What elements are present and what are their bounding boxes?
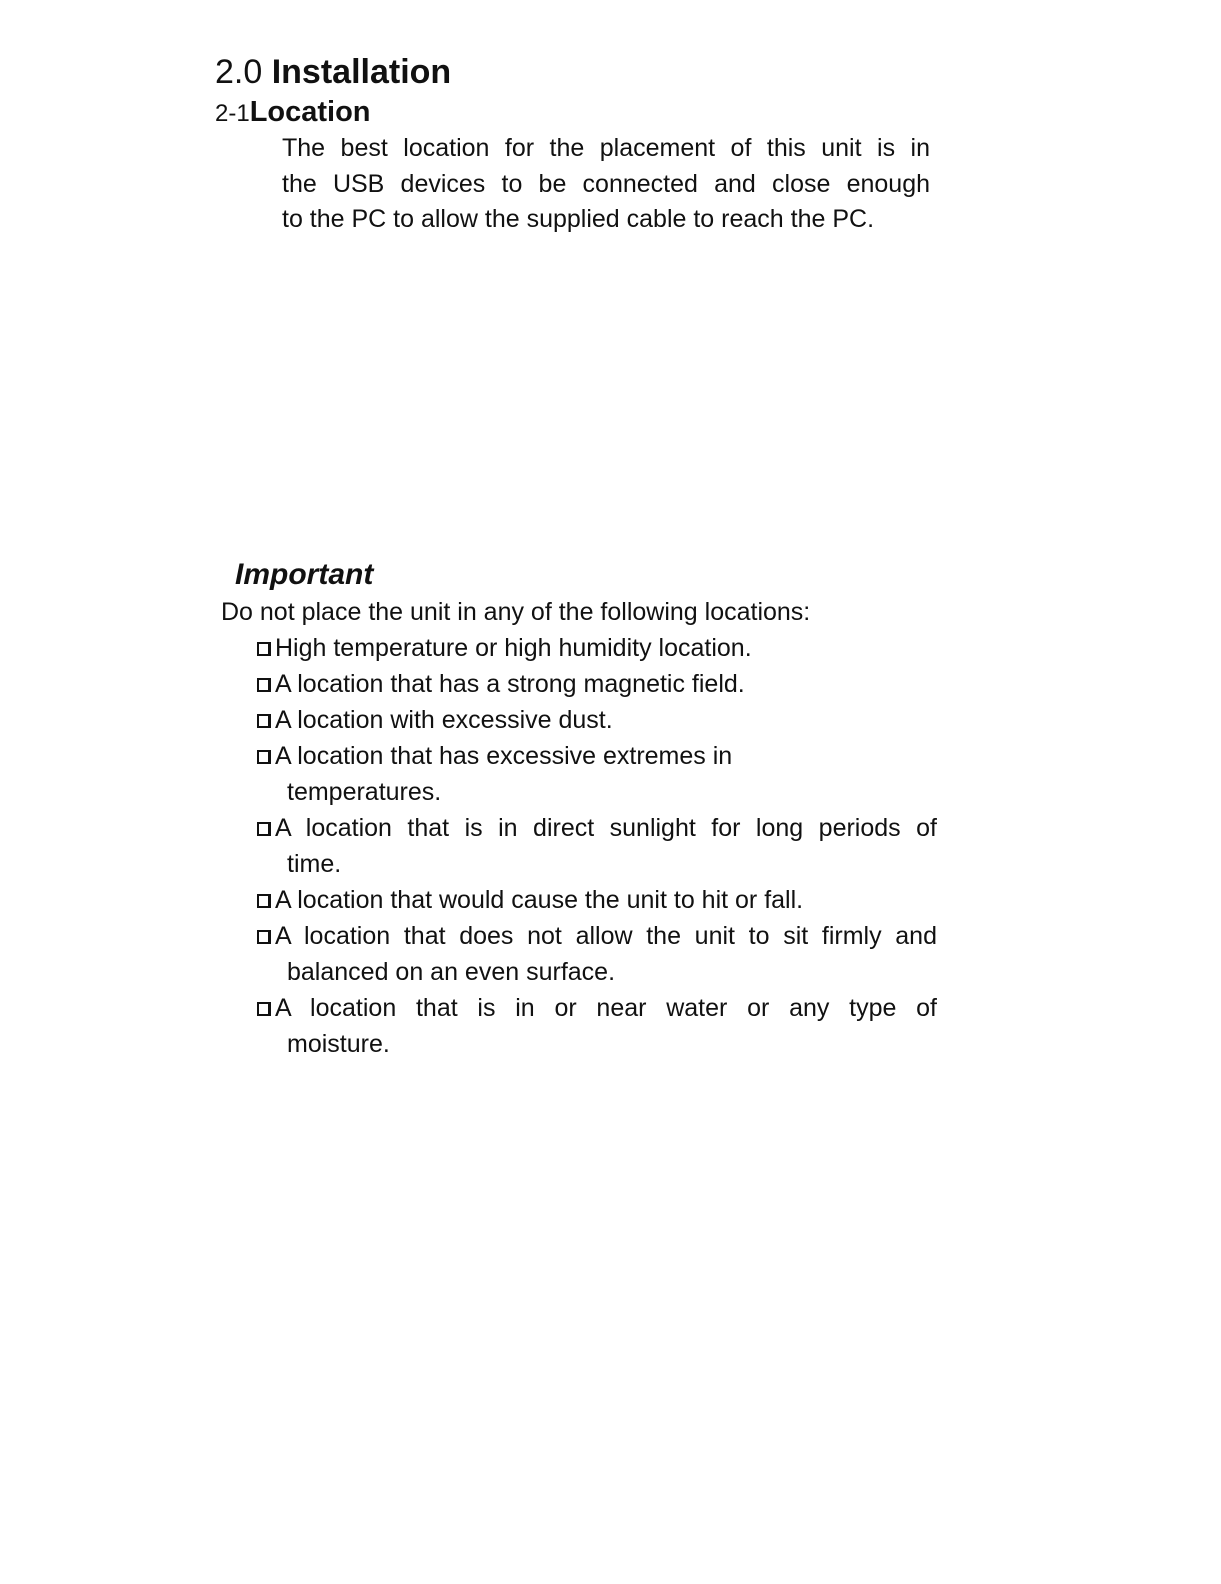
important-lead-text: Do not place the unit in any of the following locations: [221,598,811,626]
location-warning-list [257,630,937,1062]
checkbox-bullet-icon [257,642,271,656]
section-heading [215,52,451,92]
list-item-text: A location that has excessive extremes in [275,742,733,770]
list-item [257,738,937,810]
list-item-text: A location that is in direct sunlight for long periods of [275,814,937,842]
list-item-text: A location that would cause the unit to hit or fall. [275,886,804,914]
list-item-continuation: balanced on an even surface. [287,958,616,986]
list-item [257,702,937,738]
intro-line: to the PC to allow the supplied cable to reach the PC. [282,205,875,233]
list-item [257,990,937,1062]
checkbox-bullet-icon [257,930,271,944]
checkbox-bullet-icon [257,750,271,764]
list-item [257,918,937,990]
section-number: 2.0 [215,53,263,91]
subsection-number: 2-1 [215,100,250,127]
checkbox-bullet-icon [257,822,271,836]
checkbox-bullet-icon [257,678,271,692]
list-item-text: A location that has a strong magnetic field. [275,670,745,698]
list-item [257,630,937,666]
checkbox-bullet-icon [257,894,271,908]
list-item-continuation: time. [287,850,342,878]
intro-line: The best location for the placement of this unit is in [282,134,930,162]
list-item [257,810,937,882]
important-heading: Important [235,558,374,591]
list-item-text: A location with excessive dust. [275,706,613,734]
list-item [257,882,937,918]
list-item-text: A location that is in or near water or any type of [275,994,937,1022]
intro-line: the USB devices to be connected and close enough [282,169,930,198]
subsection-heading [215,94,371,132]
list-item [257,666,937,702]
intro-paragraph [282,131,930,238]
list-item-text: High temperature or high humidity location. [275,634,752,662]
section-title: Installation [271,53,452,91]
list-item-text: A location that does not allow the unit to sit firmly and [275,922,937,950]
subsection-title: Location [249,96,371,128]
checkbox-bullet-icon [257,1002,271,1016]
list-item-continuation: temperatures. [287,778,442,806]
list-item-continuation: moisture. [287,1030,390,1058]
checkbox-bullet-icon [257,714,271,728]
